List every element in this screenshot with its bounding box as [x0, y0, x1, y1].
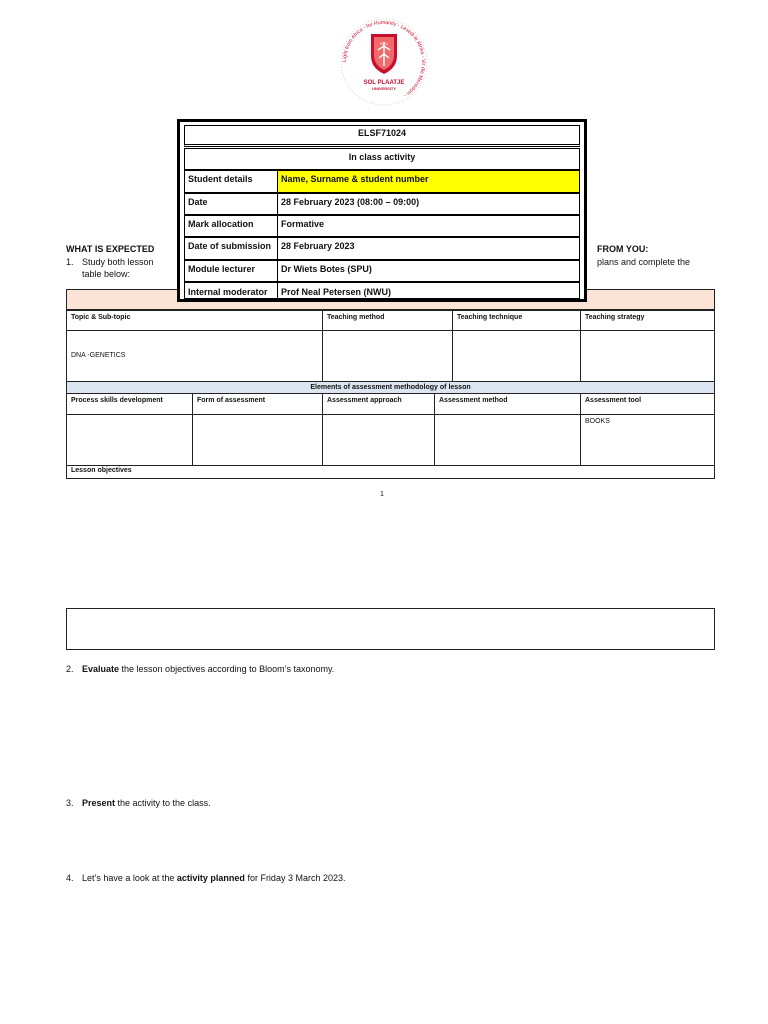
logo-ring-text: Light from Africa - for Humanity - Lesedi le Afrika - Vir die Mensdom -: [341, 19, 427, 99]
header-cell: [66, 393, 193, 415]
header-cell: [322, 310, 453, 331]
activity-info-table: [177, 119, 587, 302]
header-cell: [580, 393, 715, 415]
info-value: Formative: [281, 219, 325, 229]
teaching-method-cell[interactable]: [322, 330, 453, 382]
item1-left-text: Study both lesson: [82, 257, 154, 267]
info-label: Mark allocation: [185, 216, 278, 236]
activity-title: In class activity: [348, 152, 416, 162]
header-cell: [322, 393, 435, 415]
page-number: 1: [380, 491, 384, 498]
info-value: Prof Neal Petersen (NWU): [281, 287, 392, 297]
lesson-objectives-row[interactable]: [66, 465, 715, 479]
item2-text: [82, 664, 334, 674]
assessment-approach-cell[interactable]: [322, 414, 435, 466]
header-text: Assessment tool: [585, 397, 642, 404]
header-text: Assessment approach: [327, 397, 402, 404]
item4-pre: Let’s have a look at the: [82, 873, 177, 883]
answer-box[interactable]: [66, 608, 715, 650]
item3-number: 3.: [66, 798, 74, 808]
activity-title-row: [184, 148, 580, 170]
student-details-field[interactable]: Name, Surname & student number: [278, 171, 579, 192]
item2-number: 2.: [66, 664, 74, 674]
course-code-row: [184, 125, 580, 147]
header-text: Process skills development: [71, 397, 163, 404]
info-label: Student details: [185, 171, 278, 192]
info-label: Module lecturer: [185, 261, 278, 281]
header-text: Teaching strategy: [585, 314, 645, 321]
lesson-objectives-label: Lesson objectives: [71, 467, 132, 474]
info-value: Dr Wiets Botes (SPU): [281, 264, 372, 274]
topic-cell[interactable]: [66, 330, 323, 382]
item1-right-text: plans and complete the: [597, 257, 691, 267]
item1-left-text-2: table below:: [82, 269, 131, 279]
header-cell: [580, 310, 715, 331]
item1-number: 1.: [66, 257, 74, 267]
header-text: Assessment method: [439, 397, 508, 404]
logo-name-line2: UNIVERSITY: [371, 86, 397, 91]
item3-bold: Present: [82, 798, 116, 808]
info-label: Date: [185, 194, 278, 214]
assessment-header: Elements of assessment methodology of lesson: [310, 384, 471, 391]
university-logo: [338, 16, 430, 108]
info-row-module-lecturer: [184, 260, 580, 282]
info-row-date-of-submission: [184, 237, 580, 260]
info-value: 28 February 2023 (08:00 – 09:00): [281, 197, 420, 207]
header-cell: [452, 310, 581, 331]
header-cell: [434, 393, 581, 415]
assessment-method-cell[interactable]: [434, 414, 581, 466]
crest-icon: [371, 34, 397, 74]
info-row-mark-allocation: [184, 215, 580, 237]
item3-text: [82, 798, 211, 808]
assessment-tool-value: BOOKS: [585, 418, 610, 425]
teaching-technique-cell[interactable]: [452, 330, 581, 382]
item4-text: [82, 873, 345, 883]
info-label: Date of submission: [185, 238, 278, 259]
item4-number: 4.: [66, 873, 74, 883]
item2-rest: the lesson objectives according to Bloom’s taxonomy.: [119, 664, 335, 674]
header-text: Teaching method: [327, 314, 385, 321]
what-is-expected-text: WHAT IS EXPECTED: [66, 244, 155, 254]
assessment-tool-cell[interactable]: [580, 414, 715, 466]
what-is-expected-heading: [66, 244, 174, 254]
header-text: Topic & Sub-topic: [71, 314, 131, 321]
info-row-student-details: [184, 170, 580, 193]
item2-bold: Evaluate: [82, 664, 120, 674]
info-label: Internal moderator: [185, 283, 278, 298]
teaching-strategy-cell[interactable]: [580, 330, 715, 382]
item3-rest: the activity to the class.: [115, 798, 211, 808]
crest-letters: SPU: [379, 41, 389, 46]
header-text: Form of assessment: [197, 397, 266, 404]
header-cell: [192, 393, 323, 415]
item4-bold: activity planned: [176, 873, 245, 883]
info-row-date: [184, 193, 580, 215]
info-value: 28 February 2023: [281, 241, 355, 251]
topic-value: DNA -GENETICS: [71, 352, 126, 359]
info-row-internal-moderator: [184, 282, 580, 299]
logo-name-line1: SOL PLAATJE: [363, 80, 405, 86]
process-skills-cell[interactable]: [66, 414, 193, 466]
form-of-assessment-cell[interactable]: [192, 414, 323, 466]
course-code: ELSF71024: [357, 128, 407, 138]
header-cell: [66, 310, 323, 331]
header-text: Teaching technique: [457, 314, 523, 321]
item4-rest: for Friday 3 March 2023.: [244, 873, 346, 883]
from-you-heading: FROM YOU:: [597, 244, 649, 254]
